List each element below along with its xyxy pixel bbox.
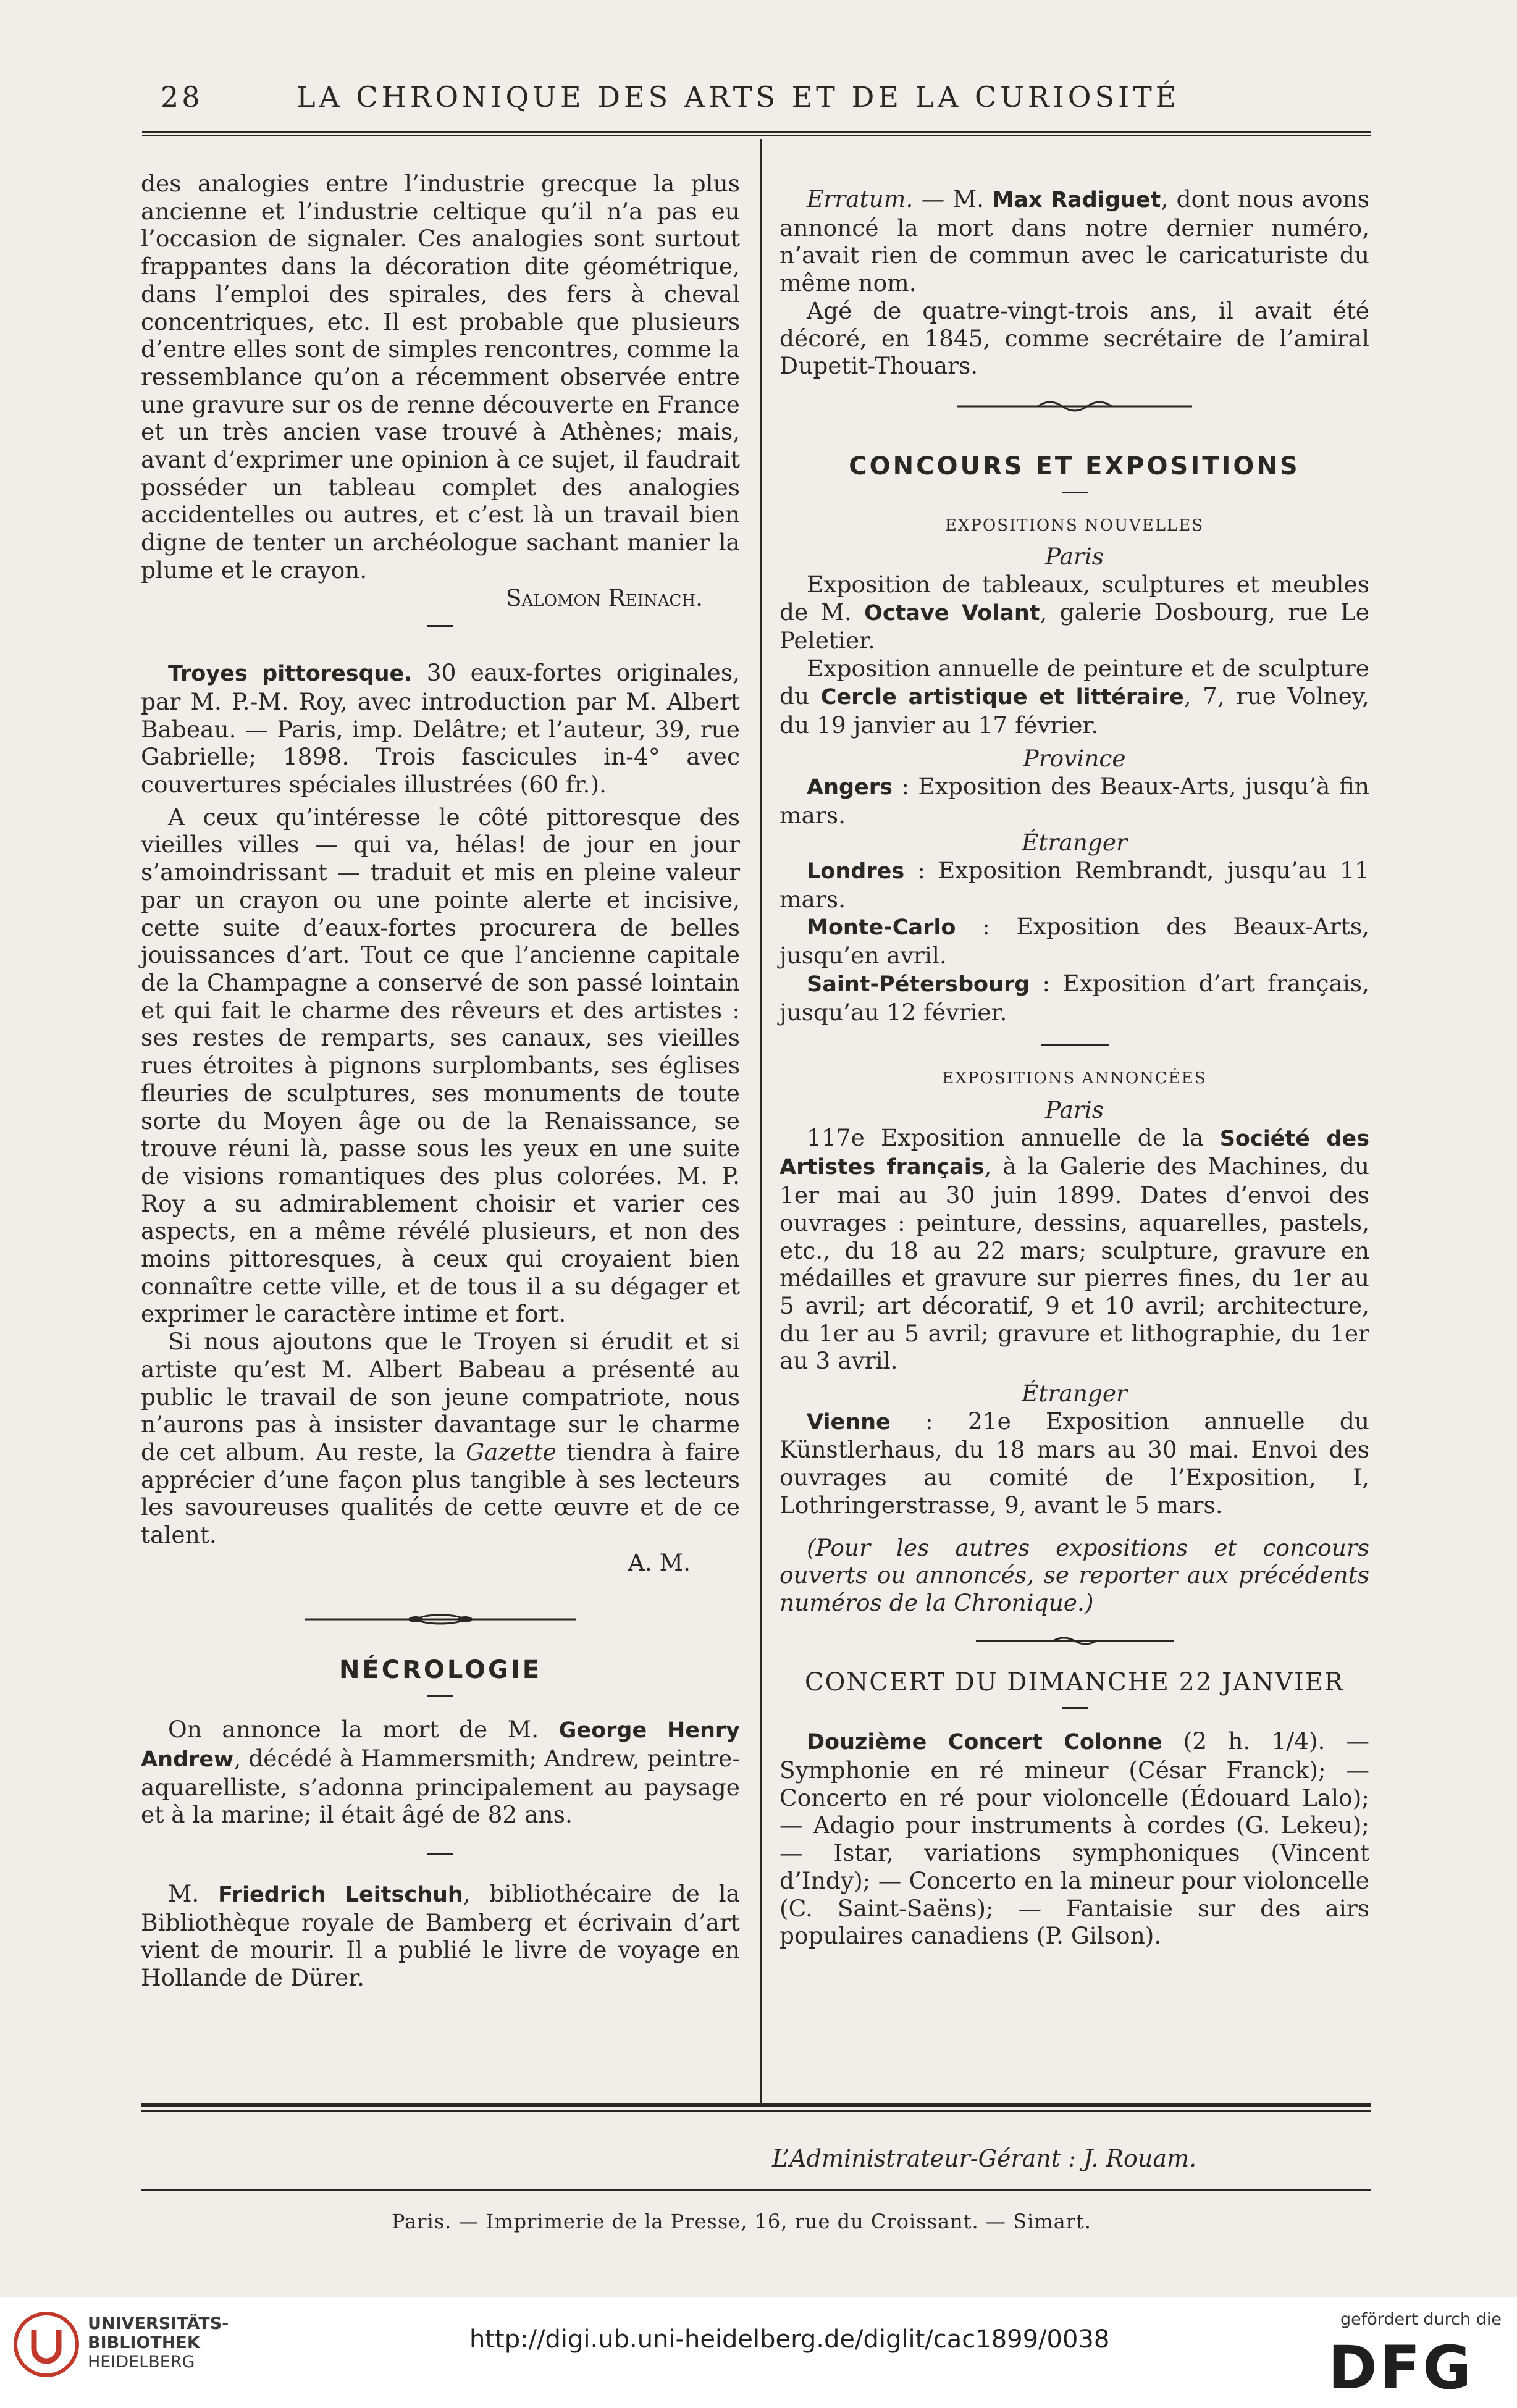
review-paragraph: A ceux qu’intéresse le côté pittoresque des vieilles villes — qui va, hélas! de jour en jour s’amoindrissant — traduit et mis en pleine valeur par un crayon ou une pointe alerte et incisive, cette suite d’eaux-fortes procurera de belles jouissances d’art. Tout ce que l’ancienne capitale de la Champagne a conservé de son passé lointain et qui fait le charme des rêveurs et des artistes : ses restes de remparts, ses canaux, ses vieilles rues étroites à pignons surplombants, ses églises fleuries de sculptures, ses monuments de toute sorte du Moyen âge ou de la Renaissance, se trouve réuni là, passe sous les yeux en une suite de visions romantiques des plus colorées. M. P. Roy a su admirablement choisir et varier ces aspects, en a même révélé plusieurs, et non des moins pittoresques, à ceux qui croyaient bien connaître cette ville, et de tous il a su dégager et exprimer le caractère intime et fort. xyxy=(141,803,740,1328)
location-heading: Province xyxy=(1023,745,1126,773)
exhibition-entry: Exposition de tableaux, sculptures et meubles de M. Octave Volant, galerie Dosbourg, rue Le Peletier. xyxy=(780,571,1369,655)
university-seal-logo xyxy=(14,2309,79,2380)
gerant-line: L’Administrateur-Gérant : J. Rouam. xyxy=(772,2145,1197,2172)
exhibition-entry: 117e Exposition annuelle de la Société des Artistes français, à la Galerie des Machines, du 1er mai au 30 juin 1899. Dates d’envoi des ouvrages : peinture, dessins, aquarelles, pastels, etc., du 18 au 22 mars; sculpture, gravure en médailles et gravure sur pierres fines, du 1er au 5 avril; art décoratif, 9 et 10 avril; architecture, du 1er au 5 avril; gravure et lithographie, du 1er au 3 avril. xyxy=(780,1123,1369,1375)
review-entry: Troyes pittoresque. 30 eaux-fortes originales, par M. P.-M. Roy, avec introduction par M. Albert Babeau. — Paris, imp. Delâtre; et l’auteur, 39, rue Gabrielle; 1898. Trois fascicules in-4° avec couvertures spéciales illustrées (60 fr.). xyxy=(141,659,740,799)
column-divider xyxy=(760,139,762,2103)
journal-title: LA CHRONIQUE DES ARTS ET DE LA CURIOSITÉ xyxy=(296,80,1180,114)
library-name: UNIVERSITÄTS- BIBLIOTHEK HEIDELBERG xyxy=(88,2314,229,2372)
erratum-paragraph: Agé de quatre-vingt-trois ans, il avait été décoré, en 1845, comme secrétaire de l’amiral Dupetit-Thouars. xyxy=(780,296,1369,380)
section-title: NÉCROLOGIE xyxy=(338,1656,542,1685)
permalink-url[interactable]: http://digi.ub.uni-heidelberg.de/diglit/cac1899/0038 xyxy=(469,2325,1110,2354)
running-header xyxy=(161,80,1371,117)
review-title: Troyes pittoresque. xyxy=(168,661,413,687)
obituary: On annonce la mort de M. George Henry Andrew, décédé à Hammersmith; Andrew, peintre-aquarelliste, s’adonna principalement au paysage et à la marine; il était âgé de 82 ans. xyxy=(141,1716,740,1829)
location-heading: Étranger xyxy=(1021,1380,1127,1407)
location-heading: Étranger xyxy=(1021,829,1127,857)
signature: Salomon Reinach. xyxy=(505,584,703,611)
concert-program: Douzième Concert Colonne (2 h. 1/4). — Symphonie en ré mineur (César Franck); — Concerto en ré pour violoncelle (Édouard Lalo); — Adagio pour instruments à cordes (G. Lekeu); — Istar, variations symphoniques (Vincent d’Indy); — Concerto en la mineur pour violoncelle (C. Saint-Saëns); — Fantaisie sur des airs populaires canadiens (P. Gilson). xyxy=(780,1727,1369,1950)
dfg-caption: gefördert durch die xyxy=(1340,2310,1502,2329)
exhibition-entry: Saint-Pétersbourg : Exposition d’art français, jusqu’au 12 février. xyxy=(780,969,1369,1026)
exhibition-entry: Angers : Exposition des Beaux-Arts, jusqu’à fin mars. xyxy=(780,772,1369,829)
exhibition-entry: Londres : Exposition Rembrandt, jusqu’au 11 mars. xyxy=(780,857,1369,913)
separator-dash xyxy=(1062,1707,1088,1709)
footer-rule-thin xyxy=(141,2110,1371,2112)
separator-dash xyxy=(1062,492,1088,493)
erratum: Erratum. — M. Max Radiguet, dont nous avons annoncé la mort dans notre dernier numéro, n’avait rien de commun avec le caricaturiste du même nom. xyxy=(780,185,1369,297)
editorial-note: (Pour les autres expositions et concours ouverts ou annoncés, se reporter aux précédents numéros de la Chronique.) xyxy=(780,1533,1369,1616)
section-title: CONCOURS ET EXPOSITIONS xyxy=(849,451,1300,480)
obituary: M. Friedrich Leitschuh, bibliothécaire de la Bibliothèque royale de Bamberg et écrivain d’art vient de mourir. Il a publié le livre de voyage en Hollande de Dürer. xyxy=(141,1879,740,1992)
left-column xyxy=(141,170,740,1992)
ornament-divider xyxy=(939,391,1211,422)
location-heading: Paris xyxy=(1044,543,1104,571)
section-title: CONCERT DU DIMANCHE 22 JANVIER xyxy=(804,1668,1345,1697)
header-rule xyxy=(142,131,1371,133)
imprint-rule xyxy=(141,2189,1371,2191)
ornament-divider xyxy=(305,1601,576,1638)
separator-dash xyxy=(427,625,453,627)
subsection-title: EXPOSITIONS NOUVELLES xyxy=(944,516,1204,535)
exhibition-entry: Vienne : 21e Exposition annuelle du Künstlerhaus, du 18 mars au 30 mai. Envoi des ouvrages au comité de l’Exposition, I, Lothringerstrasse, 9, avant le 5 mars. xyxy=(780,1407,1369,1519)
exhibition-entry: Exposition annuelle de peinture et de sculpture du Cercle artistique et littéraire, 7, rue Volney, du 19 janvier au 17 février. xyxy=(780,655,1369,739)
ornament-divider xyxy=(939,1626,1211,1656)
header-rule-thin xyxy=(142,135,1371,136)
subsection-title: EXPOSITIONS ANNONCÉES xyxy=(942,1069,1207,1088)
imprint-line: Paris. — Imprimerie de la Presse, 16, rue du Croissant. — Simart. xyxy=(392,2210,1091,2233)
signature: A. M. xyxy=(628,1548,691,1576)
page-number: 28 xyxy=(161,80,203,114)
separator-dash xyxy=(1041,1044,1109,1046)
article-paragraph: des analogies entre l’industrie grecque la plus ancienne et l’industrie celtique qu’il n’a pas eu l’occasion de signaler. Ces analogies sont surtout frappantes dans la décoration dite géométrique, dans l’emploi des spirales, des fers à cheval concentriques, etc. Il est probable que plusieurs d’entre elles sont de simples rencontres, comme la ressemblance qu’on a récemment observée entre une gravure sur os de renne découverte en France et un très ancien vase trouvé à Athènes; mais, avant d’exprimer une opinion à ce sujet, il faudrait posséder un tableau complet des analogies accidentelles ou autres, et c’est là un travail bien digne de tenter un archéologue sachant manier la plume et le crayon. xyxy=(141,170,740,584)
review-paragraph: Si nous ajoutons que le Troyen si érudit et si artiste qu’est M. Albert Babeau a présenté au public le travail de son jeune compatriote, nous n’aurons pas à insister davantage sur le charme de cet album. Au reste, la Gazette tiendra à faire apprécier d’une façon plus tangible à ses lecteurs les savoureuses qualités de cette œuvre et de ce talent. xyxy=(141,1328,740,1549)
separator-dash xyxy=(427,1695,453,1697)
location-heading: Paris xyxy=(1044,1096,1104,1123)
dfg-logo: DFG xyxy=(1328,2333,1474,2402)
exhibition-entry: Monte-Carlo : Exposition des Beaux-Arts, jusqu’en avril. xyxy=(780,913,1369,970)
separator-dash xyxy=(427,1853,453,1855)
right-column xyxy=(780,185,1369,1950)
footer-rule xyxy=(141,2103,1371,2107)
